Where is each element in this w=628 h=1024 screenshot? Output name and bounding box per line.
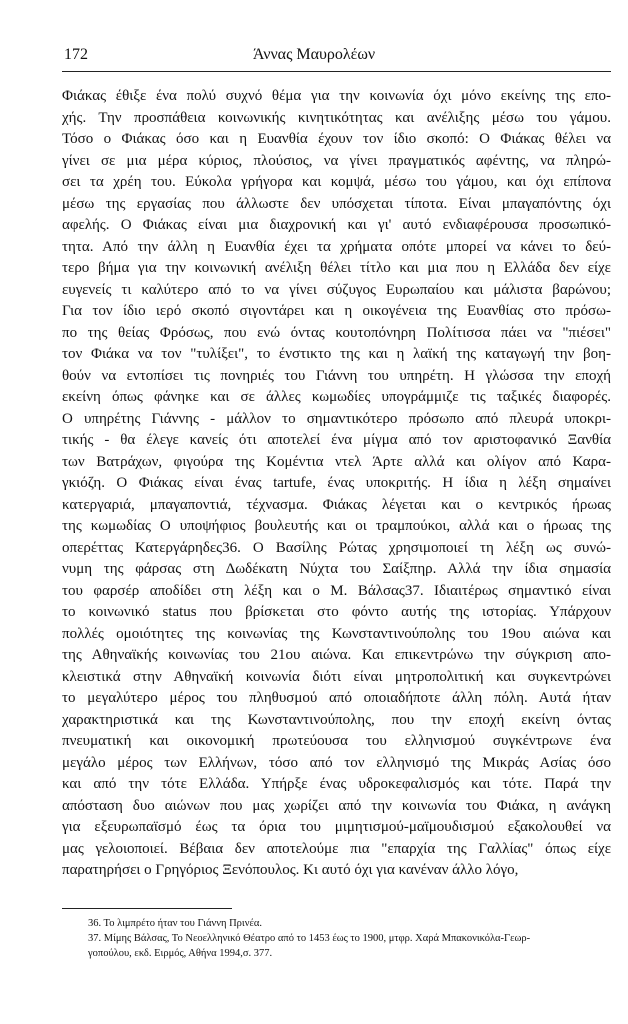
text-line: το μεγαλύτερο μέρος του πληθυσμού από οποιαδήποτε άλλη πόλη. Αυτά ήταν	[62, 690, 611, 706]
text-line: πο της θείας Φρόσως, που ενώ όντας κουτοπόνηρη Πολίτισσα πάει να "πιέσει"	[62, 324, 611, 341]
text-line: παρατηρήσει ο Γρηγόριος Ξενόπουλος. Κι αυτό όχι για κανέναν άλλο λόγο,	[62, 862, 519, 878]
footnote-37: 37. Μίμης Βάλσας, Το Νεοελληνικό Θέατρο από το 1453 έως το 1900, μτφρ. Χαρά Μπακονικόλα-Γεωρ-	[88, 933, 531, 944]
footnote-36: 36. Το λιμπρέτο ήταν του Γιάννη Πρινέα.	[88, 918, 263, 929]
text-line: μεγάλο μέρος των Ελλήνων, τόσο από τον ελληνισμό της Μικράς Ασίας όσο	[62, 754, 611, 771]
text-line: χής. Την προσπάθεια κοινωνικής κινητικότητας και ανέλιξης μέσω του γάμου.	[62, 109, 611, 126]
text-line: εκείνη όπως φάνηκε και σε άλλες κωμωδίες υπογράμμιζε τις ταξικές διαφορές.	[62, 389, 611, 405]
header-rule	[62, 71, 611, 72]
text-line: ευγενείς τι καλύτερο από το να γίνει σύζυγος Ευρωπαίου και μάλιστα βαρώνου;	[62, 281, 611, 298]
text-line: χαρακτηριστικά και της Κωνσταντινούπολης, που την εποχή εκείνη όντας	[62, 711, 611, 728]
text-line: τον Φιάκα να τον "τυλίξει", το ένστικτο της και η λαϊκή της καταγωγή την βοη-	[62, 346, 611, 362]
text-line: αφελής. Ο Φιάκας είναι μια διαχρονική και γι' αυτό ενδιαφέρουσα προσωπικό-	[62, 217, 611, 233]
text-line: τερο βήμα για την κοινωνική ανέλιξη θέλει τίτλο και μια που η Ελλάδα δεν είχε	[62, 260, 611, 276]
text-line: Για τον ίδιο ιερό σκοπό σιγοντάρει και η οικογένεια της Ευανθίας στο πρόσω-	[62, 303, 611, 319]
text-line: πνευματική και οικονομική πρωτεύουσα του ελληνισμού συγκέντρωνε ένα	[62, 733, 611, 749]
text-line: Φιάκας έθιξε ένα πολύ συχνό θέμα για την κοινωνία όχι μόνο εκείνης της επο-	[62, 88, 611, 104]
text-line: πολλές ομοιότητες της κοινωνίας της Κωνσταντινούπολης του 19ου αιώνα και	[62, 625, 611, 642]
text-line: μας γελοιοποιεί. Βέβαια δεν αποτελούμε πια "επαρχία της Γαλλίας" όπως είχε	[62, 840, 611, 857]
running-head: Άννας Μαυρολέων	[252, 46, 376, 63]
text-line: Ο υπηρέτης Γιάννης - μάλλον το σημαντικότερο πρόσωπο από πλευρά υποκρι-	[62, 410, 611, 427]
body-text	[62, 86, 611, 882]
text-line: οπερέττας Κατεργάρηδες36. Ο Βασίλης Ρώτας χρησιμοποιεί τη λέξη ως συνώ-	[62, 539, 611, 556]
text-line: σει τα χρέη του. Εύκολα γρήγορα και κομψά, μέσω του γάμου, και όχι επίπονα	[62, 174, 611, 190]
text-line: της Αθηναϊκής κοινωνίας του 21ου αιώνα. Και επικεντρώνω την σύγκριση απο-	[62, 647, 611, 663]
footnotes	[62, 916, 611, 961]
text-line: γκιόζη. Ο Φιάκας είναι ένας tartufe, ένας υποκριτής. Η ίδια η λέξη σημαίνει	[62, 475, 611, 491]
text-line: των Βατράχων, φιγούρα της Κομέντια ντελ Άρτε αλλά και ολίγον από Καρα-	[62, 453, 611, 470]
text-line: της κωμωδίας Ο υποψήφιος βουλευτής και οι τραμπούκοι, αλλά και ο ήρωας της	[62, 518, 611, 534]
text-line: για εξευρωπαϊσμό έως τα όρια του μιμητισμού-μαϊμουδισμού εξακολουθεί να	[62, 819, 611, 835]
text-line: τικής - θα έλεγε κανείς ότι αποτελεί ένα μίγμα από τον αριστοφανικό Ξανθία	[62, 432, 611, 448]
text-line: γίνει σε μια μέρα κύριος, πλούσιος, να γίνει πραγματικός αφέντης, να πληρώ-	[62, 152, 611, 169]
page-number: 172	[64, 46, 88, 63]
text-line: μέσω της εργασίας που άλλωστε δεν υπόσχεται τίποτα. Είναι μπαγαπόντης όχι	[62, 195, 611, 212]
text-line: νυμη της φάρσας στη Δωδέκατη Νύχτα του Σαίξπηρ. Αλλά την ίδια σημασία	[62, 561, 611, 577]
footnote-37-continued: γοπούλου, εκδ. Ειρμός, Αθήνα 1994,σ. 377.	[88, 948, 273, 959]
text-line: και από την τότε Ελλάδα. Υπήρξε ένας υδροκεφαλισμός και τότε. Παρά την	[62, 776, 611, 792]
footnote-rule	[62, 908, 232, 909]
text-line: απόσταση δυο αιώνων που μας χωρίζει από την κοινωνία του Φιάκα, η ανάγκη	[62, 797, 611, 814]
text-line: του φαρσέρ αποδίδει στη λέξη και ο Μ. Βάλσας37. Ιδιαιτέρως σημαντικό είναι	[62, 582, 611, 599]
text-line: κλειστικά στην Αθηναϊκή κοινωνία διότι είναι μητροπολιτική και συγκεντρώνει	[62, 668, 611, 685]
text-line: τητα. Από την άλλη η Ευανθία έχει τα χρήματα οπότε μπορεί να κάνει το δεύ-	[62, 238, 611, 255]
text-line: Τόσο ο Φιάκας όσο και η Ευανθία έχουν τον ίδιο σκοπό: Ο Φιάκας θέλει να	[62, 131, 611, 147]
text-line: θούν να εντοπίσει τις πονηριές του Γιάννη του υπηρέτη. Η γλώσσα την εποχή	[62, 367, 611, 384]
text-line: το κοινωνικό status που βρίσκεται στο φόντο αυτής της ιστορίας. Υπάρχουν	[62, 604, 611, 620]
text-line: κατεργαριά, μπαγαποντιά, τέχνασμα. Φιάκας λέγεται και ο κεντρικός ήρωας	[62, 496, 611, 513]
